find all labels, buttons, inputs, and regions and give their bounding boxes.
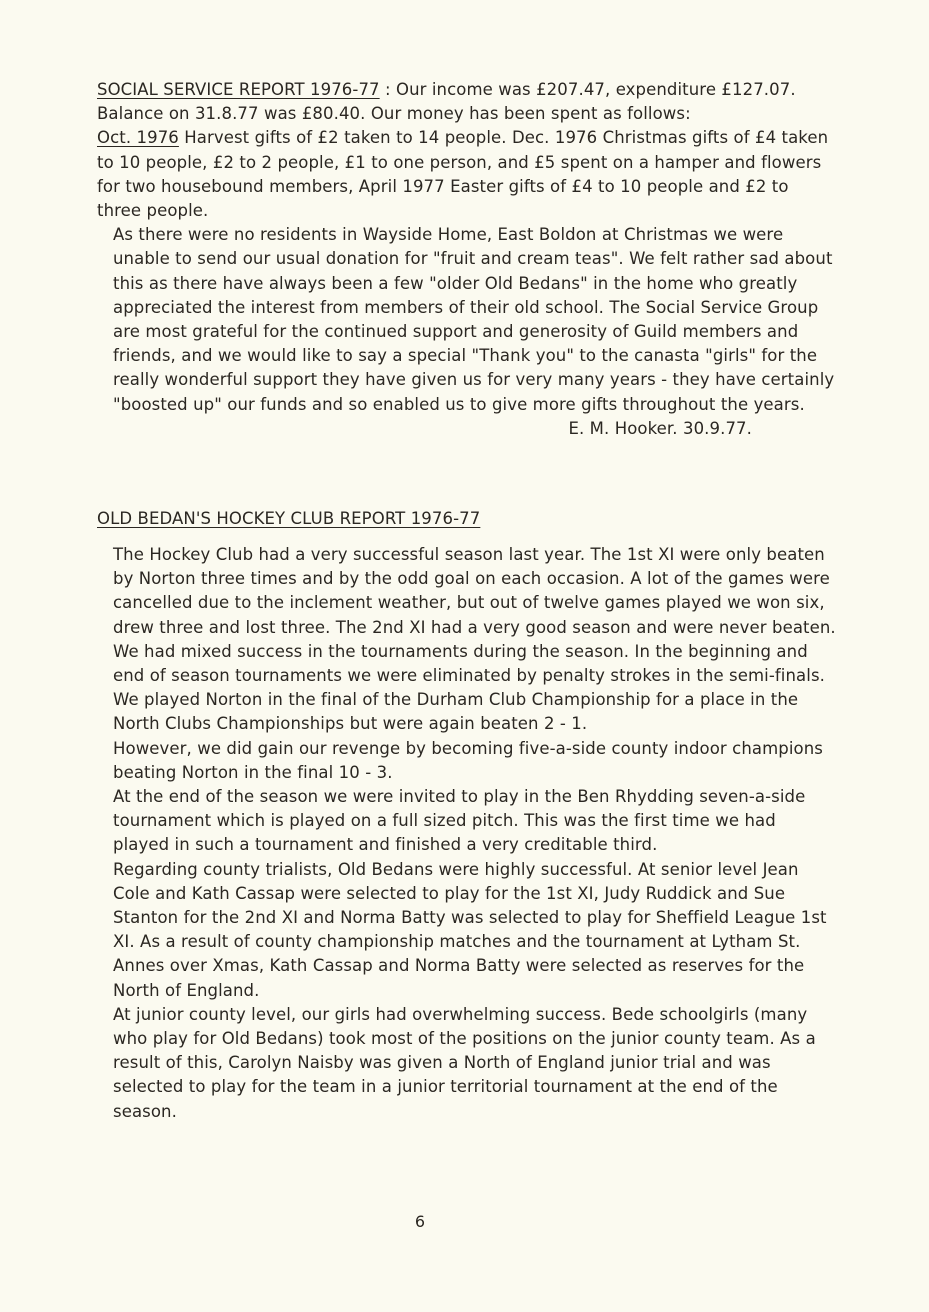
social-intro-text: : Our income was £207.47, expenditure £127.07. Balance on 31.8.77 was £80.40. Our money has been spent as follows: — [97, 80, 796, 124]
hockey-paragraph: At the end of the season we were invited to play in the Ben Rhydding seven-a-side tournament which is played on a full sized pitch. This was the first time we had played in such a tournament and finished a very creditable third. — [113, 787, 806, 855]
gifts-date: Oct. 1976 — [97, 128, 179, 148]
hockey-paragraph: Regarding county trialists, Old Bedans were highly successful. At senior level Jean Cole and Kath Cassap were selected to play for the 1st XI, Judy Ruddick and Sue Stanton for the 2nd XI and Norma Batty was selected to play for Sheffield League 1st XI. As a result of county championship matches and the tournament at Lytham St. Annes over Xmas, Kath Cassap and Norma Batty were selected as reserves for the North of England. — [113, 859, 827, 1000]
social-gifts-paragraph — [97, 126, 837, 223]
social-paragraph-2: As there were no residents in Wayside Home, East Boldon at Christmas we were unable to send our usual donation for "fruit and cream teas". We felt rather sad about this as there have always been a few "older Old Bedans" in the home who greatly appreciated the interest from members of their old school. The Social Service Group are most grateful for the continued support and generosity of Guild members and friends, and we would like to say a special "Thank you" to the canasta "girls" for the really wonderful support they have given us for very many years - they have certainly "boosted up" our funds and so enabled us to give more gifts throughout the years. — [113, 225, 835, 414]
social-report-heading: SOCIAL SERVICE REPORT 1976-77 — [97, 80, 380, 99]
hockey-paragraph: The Hockey Club had a very successful season last year. The 1st XI were only beaten by Norton three times and by the odd goal on each occasion. A lot of the games were cancelled due to the inclement weather, but out of twelve games played we won six, drew three and lost three. The 2nd XI had a very good season and were never beaten. — [113, 545, 836, 637]
hockey-paragraph: We played Norton in the final of the Durham Club Championship for a place in the North Clubs Championships but were again beaten 2 - 1. — [113, 690, 799, 734]
social-service-report — [97, 78, 837, 441]
page-number: 6 — [414, 1212, 426, 1231]
hockey-paragraph: At junior county level, our girls had overwhelming success. Bede schoolgirls (many who play for Old Bedans) took most of the positions on the junior county team. As a result of this, Carolyn Naisby was given a North of England junior trial and was selected to play for the team in a junior territorial tournament at the end of the season. — [113, 1004, 816, 1121]
social-intro-paragraph — [97, 78, 837, 126]
hockey-report-heading: OLD BEDAN'S HOCKEY CLUB REPORT 1976-77 — [97, 509, 481, 528]
hockey-paragraph: We had mixed success in the tournaments during the season. In the beginning and end of season tournaments we were eliminated by penalty strokes in the semi-finals. — [113, 641, 825, 686]
gifts-text: Harvest gifts of £2 taken to 14 people. Dec. 1976 Christmas gifts of £4 taken to 10 people, £2 to 2 people, £1 to one person, and £5 spent on a hamper and flowers for two housebound members, April 1977 Easter gifts of £4 to 10 people and £2 to three people. — [97, 128, 829, 221]
hockey-report-title-row — [97, 507, 837, 531]
hockey-paragraph: However, we did gain our revenge by becoming five-a-side county indoor champions beating Norton in the final 10 - 3. — [113, 738, 823, 782]
hockey-report-body — [97, 543, 837, 1124]
social-signature: E. M. Hooker. 30.9.77. — [568, 418, 752, 438]
